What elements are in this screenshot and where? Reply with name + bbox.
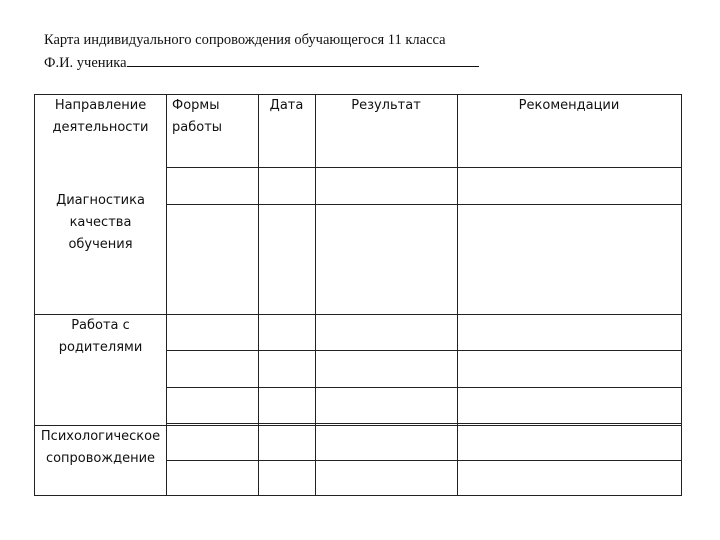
document-header [44,30,479,74]
row-label-psychology: Психологическое сопровождение [40,429,161,466]
support-card-table [34,94,682,496]
header-direction: Направление деятельности [52,98,149,135]
student-name-blank[interactable] [127,51,479,67]
column-divider [315,95,316,495]
header-result: Результат [351,98,421,113]
header-recommendations: Рекомендации [518,98,620,113]
student-name-line [44,51,479,74]
row-divider [166,423,681,424]
row-divider [166,167,681,168]
row-divider [166,387,681,388]
row-divider [166,204,681,205]
row-label-parents: Работа с родителями [58,318,143,355]
column-divider [457,95,458,495]
row-label-diagnostics: Диагностика качества обучения [56,193,145,252]
column-divider [166,95,167,495]
header-date: Дата [269,98,304,113]
student-name-label: Ф.И. ученика [44,55,127,71]
row-divider [166,460,681,461]
row-divider [166,350,681,351]
header-forms: Формы работы [172,98,223,135]
column-divider [258,95,259,495]
document-title: Карта индивидуального сопровождения обучающегося 11 класса [44,32,446,48]
